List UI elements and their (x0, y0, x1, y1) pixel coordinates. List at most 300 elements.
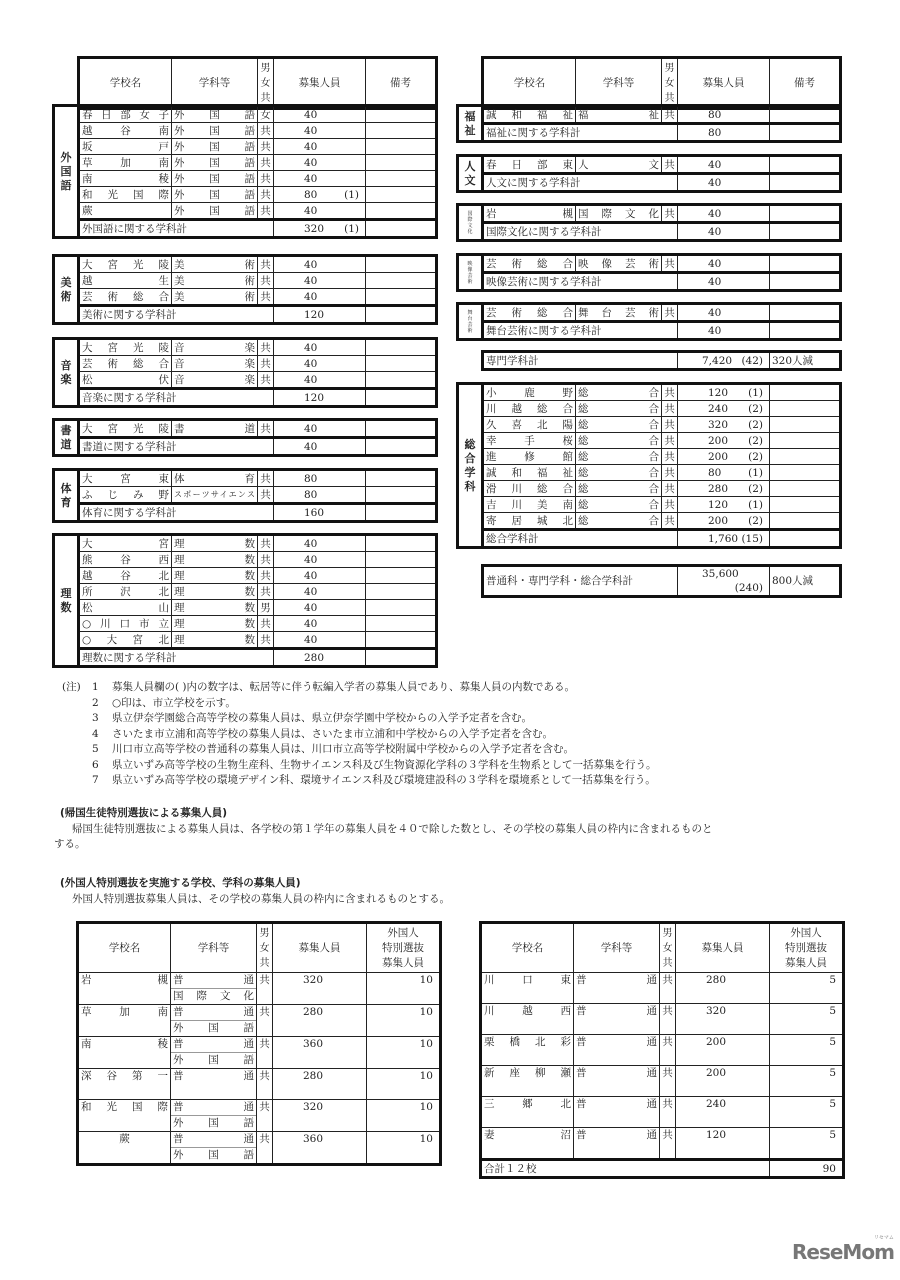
table-row (54, 616, 437, 632)
capacity: 40 (274, 256, 366, 273)
header-remarks: 備考 (366, 58, 437, 109)
capacity: 40 (678, 156, 770, 174)
table-row (54, 552, 437, 568)
school-name: 南稜 (78, 1037, 171, 1069)
table-row (54, 584, 437, 600)
capacity: 40 (678, 304, 770, 322)
gender: 共 (258, 470, 274, 487)
foreign-heading: (外国人特別選抜を実施する学校、学科の募集人員) (60, 877, 301, 889)
foreign-capacity: 10 (367, 1100, 441, 1132)
table-row (54, 273, 437, 289)
table-row (54, 372, 437, 389)
table-row (54, 256, 437, 273)
returnee-text-2: する。 (54, 838, 86, 850)
table-row (54, 123, 437, 139)
table-row (458, 255, 841, 273)
remarks (366, 187, 437, 203)
notes-block (62, 680, 657, 789)
capacity: 320 (2) (678, 417, 770, 433)
table-row (458, 156, 841, 174)
department: 普通 国際文化 (171, 973, 257, 1005)
gender: 共 (258, 139, 274, 155)
school-name: 蕨 (79, 203, 172, 220)
school-name: 所沢北 (79, 584, 172, 600)
gender: 共 (662, 401, 678, 417)
capacity: 280 (273, 1005, 367, 1037)
note-item: 5 川口市立高等学校の普通科の募集人員は、川口市立高等学校附属中学校からの入学予定者を含む。 (92, 743, 574, 755)
school-name: 芸術総合 (79, 356, 172, 372)
capacity: 40 (274, 552, 366, 568)
gender: 共 (662, 449, 678, 465)
subtotal-label: 映像芸術に関する学科計 (483, 273, 678, 291)
department: 総合 (576, 401, 662, 417)
capacity: 120 (676, 1128, 770, 1160)
gender: 共 (662, 106, 678, 124)
section-人文 (456, 154, 842, 193)
remarks (770, 205, 841, 223)
total-foreign: 90 (770, 1160, 844, 1178)
subtotal-remarks (366, 504, 437, 522)
remarks (770, 497, 841, 513)
department: 体育 (172, 470, 258, 487)
logo-text: ReseMom (792, 1240, 894, 1264)
department: 普通 (574, 1097, 660, 1128)
subtotal-row (458, 530, 841, 548)
capacity: 40 (274, 535, 366, 552)
remarks (366, 171, 437, 187)
subtotal-label: 国際文化に関する学科計 (483, 223, 678, 241)
subtotal-row (458, 273, 841, 291)
school-name: ふじみ野 (79, 487, 172, 504)
subtotal-row (54, 438, 437, 456)
table-row (78, 1132, 441, 1165)
department: 普通 (574, 1128, 660, 1160)
department: 美術 (172, 289, 258, 306)
table-header (77, 56, 438, 110)
subtotal-remarks (366, 389, 437, 407)
school-name: 川越総合 (483, 401, 576, 417)
gender: 共 (257, 1069, 273, 1100)
gender: 共 (662, 384, 678, 401)
gender: 共 (258, 372, 274, 389)
category-label: 人 文 (458, 156, 483, 192)
remarks (770, 513, 841, 530)
category-label: 理 数 (54, 535, 79, 667)
capacity: 40 (274, 139, 366, 155)
department: 普通 外国語 (171, 1100, 257, 1132)
category-label: 総 合 学 科 (458, 384, 483, 548)
capacity: 40 (678, 255, 770, 273)
section-映像芸術 (456, 253, 842, 292)
capacity: 200 (676, 1035, 770, 1066)
department: 理数 (172, 632, 258, 649)
school-name: 春日部東 (483, 156, 576, 174)
remarks (366, 535, 437, 552)
remarks (770, 433, 841, 449)
foreign-capacity: 10 (367, 1069, 441, 1100)
gender: 共 (258, 256, 274, 273)
department: 総合 (576, 465, 662, 481)
table-row (458, 106, 841, 124)
category-label: 映 像 芸 術 (458, 255, 483, 291)
category-label: 音 楽 (54, 339, 79, 407)
table-row (54, 171, 437, 187)
returnee-heading: (帰国生徒特別選抜による募集人員) (60, 807, 228, 819)
capacity: 40 (274, 339, 366, 356)
school-name: 妻沼 (481, 1128, 574, 1160)
department: 人文 (576, 156, 662, 174)
school-name: 春日部女子 (79, 106, 172, 123)
capacity: 280 (676, 973, 770, 1004)
section-書道 (52, 418, 438, 457)
department: 外国語 (172, 187, 258, 203)
subtotal-row (54, 389, 437, 407)
department: 普通 外国語 (171, 1132, 257, 1165)
subtotal-remarks (366, 220, 437, 238)
gender: 共 (257, 1005, 273, 1037)
school-name: 松山 (79, 600, 172, 616)
school-name: 幸手桜 (483, 433, 576, 449)
header-remarks: 備考 (770, 58, 841, 109)
capacity: 40 (274, 616, 366, 632)
capacity: 80 (678, 106, 770, 124)
table-row (54, 470, 437, 487)
subtotal-label: 人文に関する学科計 (483, 174, 678, 192)
header-dept: 学科等 (576, 58, 662, 109)
department: 音楽 (172, 356, 258, 372)
school-name: 深谷第一 (78, 1069, 171, 1100)
capacity: 280 (2) (678, 481, 770, 497)
capacity: 360 (273, 1037, 367, 1069)
gender: 共 (662, 255, 678, 273)
capacity: 240 (2) (678, 401, 770, 417)
remarks (366, 203, 437, 220)
subtotal-capacity: 80 (678, 124, 770, 142)
gender: 共 (258, 552, 274, 568)
remarks (770, 255, 841, 273)
table-row (78, 1069, 441, 1100)
table-row (78, 973, 441, 1005)
gender: 共 (258, 339, 274, 356)
department: 総合 (576, 513, 662, 530)
table-row (54, 420, 437, 438)
school-name: 川口東 (481, 973, 574, 1004)
header-gender: 男 女 共 (662, 58, 678, 109)
capacity: 80 (1) (678, 465, 770, 481)
section-福祉 (456, 104, 842, 143)
category-label: 国 際 文 化 (458, 205, 483, 241)
department: 理数 (172, 584, 258, 600)
gender: 共 (257, 973, 273, 1005)
department: 音楽 (172, 339, 258, 356)
department: 普通 外国語 (171, 1005, 257, 1037)
capacity: 320 (273, 973, 367, 1005)
foreign-capacity: 5 (770, 1035, 844, 1066)
department: 理数 (172, 568, 258, 584)
gender: 共 (258, 616, 274, 632)
header-dept: 学科等 (172, 58, 258, 109)
subtotal-capacity: 40 (678, 322, 770, 340)
section-舞台芸術 (456, 302, 842, 341)
gender: 共 (662, 433, 678, 449)
capacity: 40 (274, 372, 366, 389)
department: 映像芸術 (576, 255, 662, 273)
department: スポーツサイエンス (172, 487, 258, 504)
table-row (458, 401, 841, 417)
header-gender: 男 女 共 (257, 923, 273, 973)
gender: 共 (258, 420, 274, 438)
gender: 共 (258, 568, 274, 584)
header-foreign: 外国人 特別選抜 募集人員 (367, 923, 441, 973)
table-row (54, 187, 437, 203)
capacity: 40 (274, 632, 366, 649)
table-row (458, 417, 841, 433)
subtotal-capacity: 40 (274, 438, 366, 456)
header-school: 学校名 (483, 58, 576, 109)
department: 外国語 (172, 123, 258, 139)
table-row (458, 465, 841, 481)
department: 美術 (172, 256, 258, 273)
note-item: 6 県立いずみ高等学校の生物生産科、生物サイエンス科及び生物資源化学科の３学科を生物系として一括募集を行う。 (92, 758, 657, 771)
category-label: 美 術 (54, 256, 79, 324)
gender: 女 (258, 106, 274, 123)
department: 書道 (172, 420, 258, 438)
foreign-section (60, 876, 450, 907)
school-name: 三郷北 (481, 1097, 574, 1128)
subtotal-remarks (366, 306, 437, 324)
gender: 共 (258, 487, 274, 504)
table-row (458, 449, 841, 465)
header-dept: 学科等 (171, 923, 257, 973)
remarks (366, 420, 437, 438)
subtotal-capacity: 280 (274, 649, 366, 667)
department: 理数 (172, 535, 258, 552)
school-name: ○川口市立 (79, 616, 172, 632)
school-name: 新座柳瀬 (481, 1066, 574, 1097)
table-row (458, 205, 841, 223)
total-row-specialized_total (481, 350, 842, 371)
remarks (366, 273, 437, 289)
capacity: 40 (274, 155, 366, 171)
school-name: 大宮光陵 (79, 256, 172, 273)
capacity: 40 (274, 584, 366, 600)
school-name: 南稜 (79, 171, 172, 187)
total-row-grand_total (481, 564, 842, 598)
capacity: 200 (676, 1066, 770, 1097)
department: 総合 (576, 433, 662, 449)
table-row (78, 1037, 441, 1069)
school-name: 誠和福祉 (483, 465, 576, 481)
header-capacity: 募集人員 (273, 923, 367, 973)
gender: 共 (660, 1035, 676, 1066)
capacity: 40 (274, 106, 366, 123)
header-capacity: 募集人員 (676, 923, 770, 973)
gender: 共 (662, 156, 678, 174)
category-label: 書 道 (54, 420, 79, 456)
note-item: (注) 1 募集人員欄の( )内の数字は、転居等に伴う転編入学者の募集人員であり、募集人員の内数である。 (62, 681, 576, 693)
gender: 共 (258, 123, 274, 139)
subtotal-capacity: 40 (678, 223, 770, 241)
subtotal-label: 音楽に関する学科計 (79, 389, 274, 407)
table-row (481, 1097, 844, 1128)
subtotal-row (458, 174, 841, 192)
gender: 共 (257, 1132, 273, 1165)
capacity: 240 (676, 1097, 770, 1128)
department: 外国語 (172, 203, 258, 220)
table-row (458, 513, 841, 530)
gender: 共 (662, 304, 678, 322)
foreign-capacity: 10 (367, 1005, 441, 1037)
header-foreign: 外国人 特別選抜 募集人員 (770, 923, 844, 973)
table-row (458, 384, 841, 401)
remarks (366, 568, 437, 584)
gender: 共 (660, 973, 676, 1004)
remarks (770, 106, 841, 124)
remarks (366, 600, 437, 616)
school-name: 岩槻 (78, 973, 171, 1005)
table-row (458, 304, 841, 322)
foreign-capacity: 5 (770, 1004, 844, 1035)
school-name: 吉川美南 (483, 497, 576, 513)
school-name: 越生 (79, 273, 172, 289)
school-name: 久喜北陽 (483, 417, 576, 433)
school-name: 岩槻 (483, 205, 576, 223)
foreign-table-left (76, 921, 442, 1166)
gender: 共 (660, 1004, 676, 1035)
foreign-capacity: 5 (770, 973, 844, 1004)
department: 国際文化 (576, 205, 662, 223)
school-name: 越谷北 (79, 568, 172, 584)
gender: 共 (258, 289, 274, 306)
capacity: 40 (274, 568, 366, 584)
school-name: 和光国際 (78, 1100, 171, 1132)
department: 外国語 (172, 139, 258, 155)
gender: 共 (258, 584, 274, 600)
header-school: 学校名 (78, 923, 171, 973)
remarks (366, 552, 437, 568)
total-capacity: 7,420 (42) (678, 352, 770, 370)
gender: 共 (660, 1097, 676, 1128)
department: 外国語 (172, 155, 258, 171)
capacity: 40 (274, 289, 366, 306)
gender: 共 (258, 356, 274, 372)
capacity: 120 (1) (678, 384, 770, 401)
remarks (770, 481, 841, 497)
subtotal-label: 理数に関する学科計 (79, 649, 274, 667)
foreign-capacity: 5 (770, 1097, 844, 1128)
subtotal-row (54, 220, 437, 238)
capacity: 40 (274, 171, 366, 187)
total-row (481, 1160, 844, 1178)
returnee-section (54, 806, 713, 853)
gender: 共 (257, 1037, 273, 1069)
table-row (54, 356, 437, 372)
remarks (770, 384, 841, 401)
total-capacity: 35,600 (240) (678, 566, 770, 597)
total-remarks: 800人減 (770, 566, 841, 597)
department: 理数 (172, 600, 258, 616)
gender: 共 (662, 497, 678, 513)
gender: 共 (258, 632, 274, 649)
gender: 共 (660, 1128, 676, 1160)
foreign-text: 外国人特別選抜募集人員は、その学校の募集人員の枠内に含まれるものとする。 (72, 892, 450, 905)
capacity: 40 (274, 273, 366, 289)
department: 普通 (171, 1069, 257, 1100)
logo-kana: リセマム (873, 1235, 894, 1241)
subtotal-capacity: 120 (274, 306, 366, 324)
category-label: 福 祉 (458, 106, 483, 142)
subtotal-row (458, 322, 841, 340)
gender: 共 (662, 417, 678, 433)
gender: 共 (257, 1100, 273, 1132)
gender: 共 (662, 205, 678, 223)
school-name: 芸術総合 (483, 255, 576, 273)
capacity: 40 (274, 600, 366, 616)
remarks (366, 339, 437, 356)
table-row (481, 1004, 844, 1035)
subtotal-capacity: 120 (274, 389, 366, 407)
subtotal-capacity: 1,760 (15) (678, 530, 770, 548)
capacity: 320 (273, 1100, 367, 1132)
remarks (366, 584, 437, 600)
table-row (54, 568, 437, 584)
subtotal-remarks (770, 273, 841, 291)
capacity: 200 (2) (678, 449, 770, 465)
gender: 共 (258, 535, 274, 552)
department: 外国語 (172, 106, 258, 123)
foreign-table-right (479, 921, 845, 1179)
school-name: 川越西 (481, 1004, 574, 1035)
gender: 共 (662, 513, 678, 530)
subtotal-label: 外国語に関する学科計 (79, 220, 274, 238)
department: 総合 (576, 417, 662, 433)
department: 普通 (574, 1035, 660, 1066)
table-row (54, 139, 437, 155)
capacity: 40 (274, 356, 366, 372)
subtotal-capacity: 40 (678, 273, 770, 291)
section-音楽 (52, 337, 438, 408)
capacity: 40 (274, 203, 366, 220)
subtotal-label: 書道に関する学科計 (79, 438, 274, 456)
remarks (366, 372, 437, 389)
remarks (366, 139, 437, 155)
capacity: 40 (274, 123, 366, 139)
foreign-capacity: 10 (367, 1132, 441, 1165)
subtotal-remarks (770, 223, 841, 241)
remarks (366, 106, 437, 123)
remarks (366, 123, 437, 139)
table-row (458, 433, 841, 449)
table-header (481, 56, 842, 110)
subtotal-remarks (366, 649, 437, 667)
subtotal-capacity: 40 (678, 174, 770, 192)
department: 総合 (576, 384, 662, 401)
category-label: 舞 台 芸 術 (458, 304, 483, 340)
category-label: 外 国 語 (54, 106, 79, 238)
table-row (54, 600, 437, 616)
subtotal-row (458, 124, 841, 142)
school-name: 大宮 (79, 535, 172, 552)
remarks (770, 401, 841, 417)
capacity: 40 (274, 420, 366, 438)
subtotal-label: 福祉に関する学科計 (483, 124, 678, 142)
table-row (54, 289, 437, 306)
school-name: 芸術総合 (483, 304, 576, 322)
subtotal-remarks (770, 322, 841, 340)
department: 福祉 (576, 106, 662, 124)
remarks (770, 304, 841, 322)
remarks (366, 155, 437, 171)
